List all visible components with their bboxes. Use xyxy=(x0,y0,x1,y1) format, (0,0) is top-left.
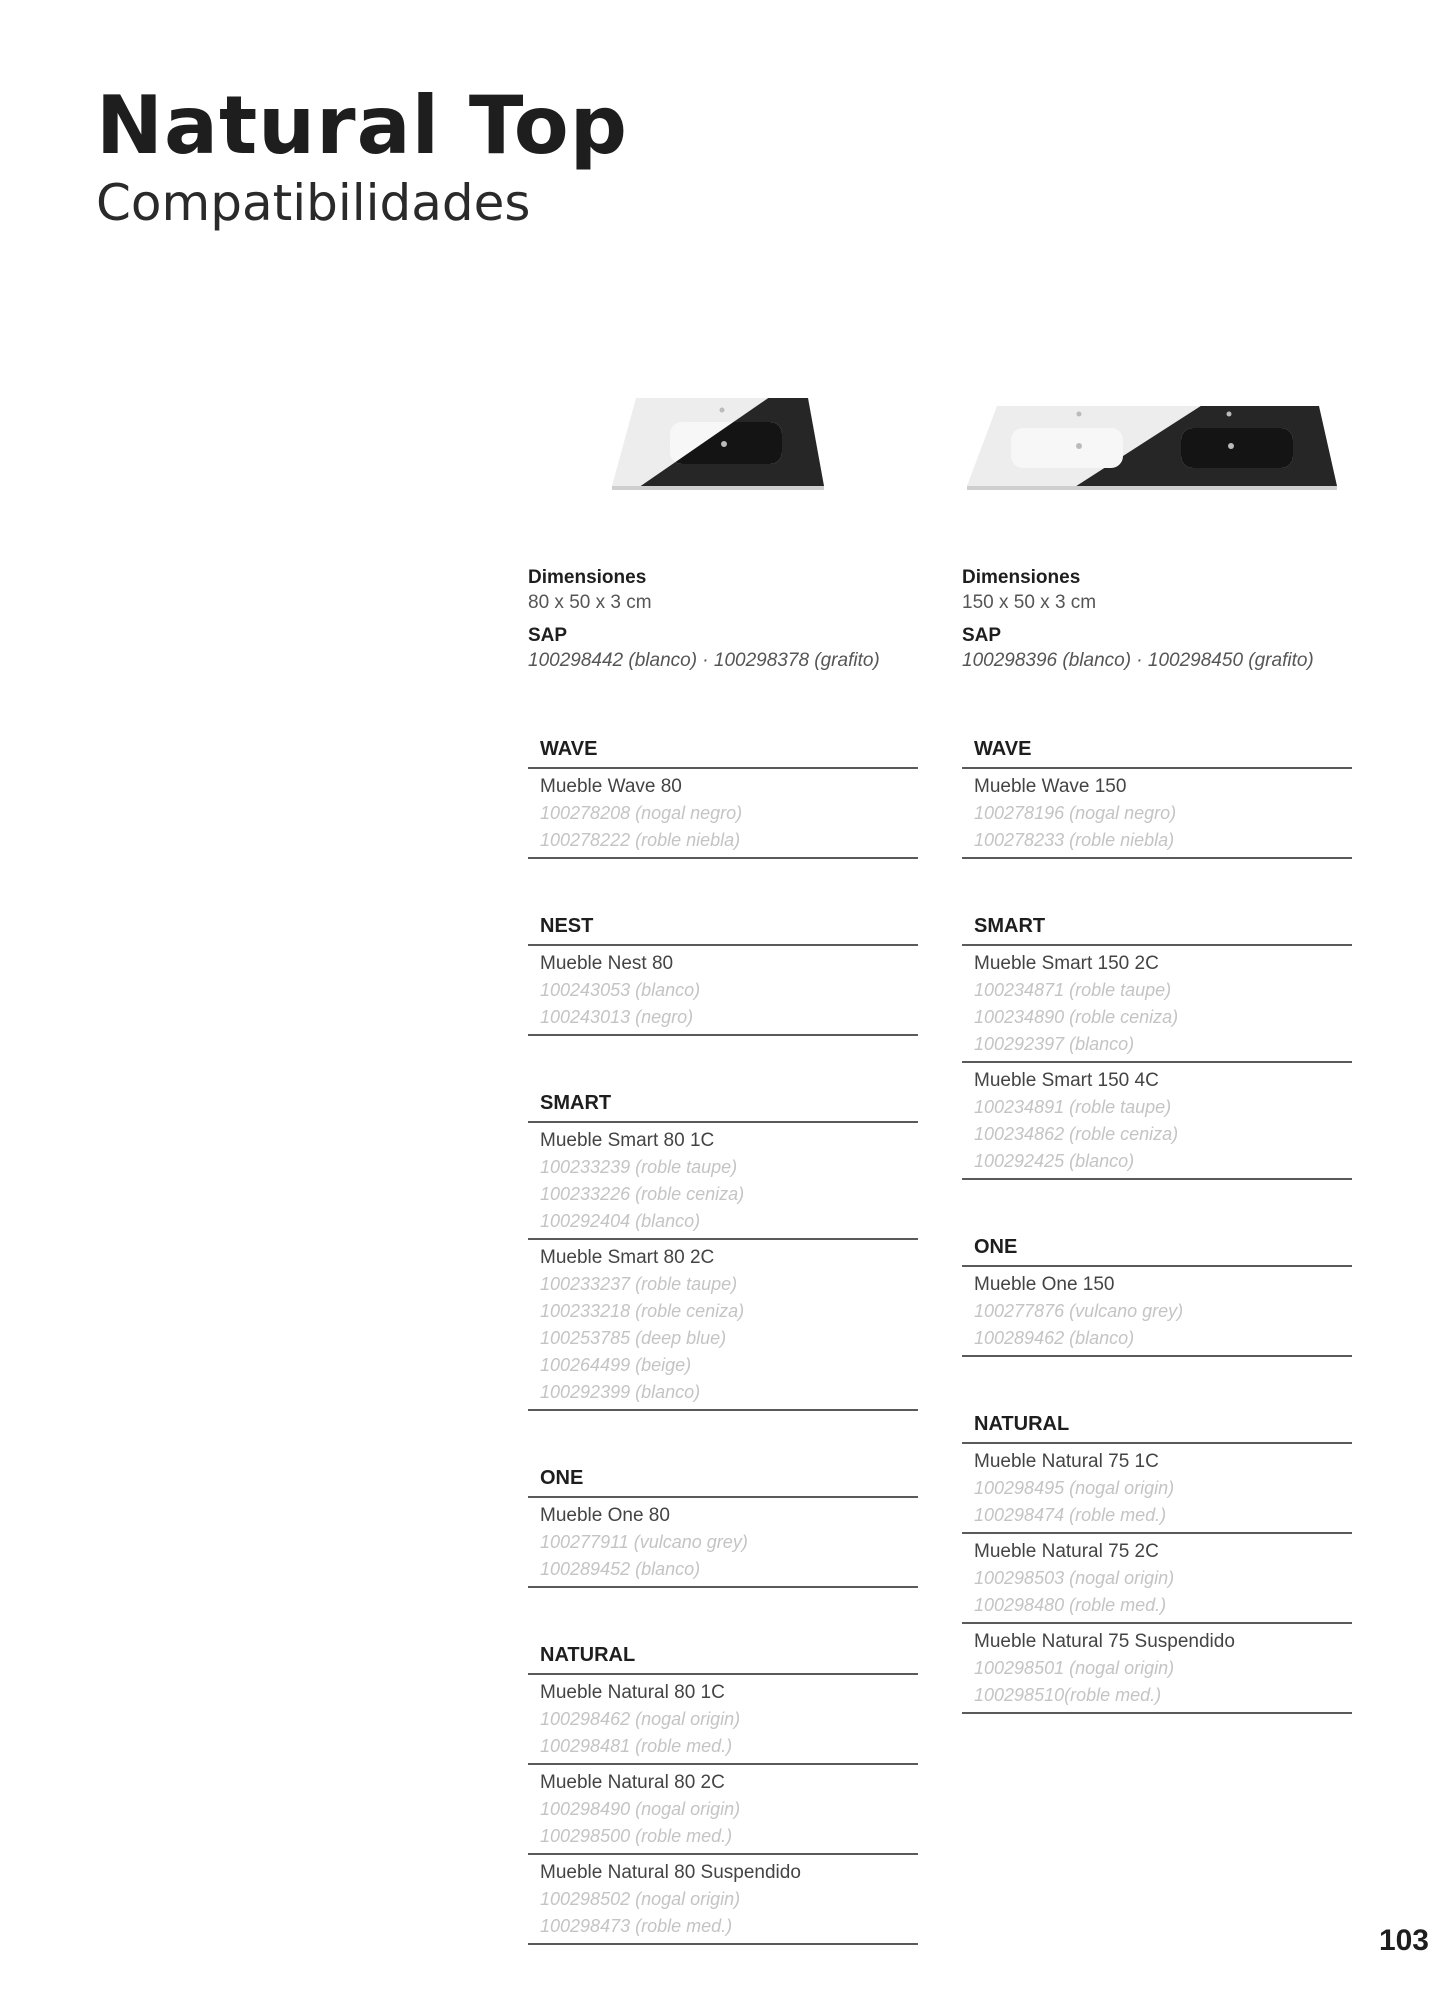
compatibility-column-150 xyxy=(962,736,1352,1768)
series-section xyxy=(528,1090,918,1411)
sap-code: 100292399 (blanco) xyxy=(540,1382,701,1402)
sap-code: 100289452 (blanco) xyxy=(540,1559,701,1579)
furniture-name: Mueble Natural 80 1C xyxy=(540,1682,725,1703)
furniture-item xyxy=(528,946,918,1036)
sap-label: SAP xyxy=(962,625,1002,646)
furniture-item xyxy=(962,946,1352,1063)
sap-code: 100298502 (nogal origin) xyxy=(540,1889,741,1909)
series-section xyxy=(962,1411,1352,1714)
series-heading: NEST xyxy=(528,913,918,946)
series-heading: ONE xyxy=(528,1465,918,1498)
series-heading: ONE xyxy=(962,1234,1352,1267)
product-specs-80 xyxy=(528,566,928,674)
dimensions-value: 80 x 50 x 3 cm xyxy=(528,592,652,613)
sap-code: 100233218 (roble ceniza) xyxy=(540,1301,745,1321)
sap-value: 100298442 (blanco) · 100298378 (grafito) xyxy=(528,650,880,671)
compatibility-column-80 xyxy=(528,736,918,1999)
furniture-name: Mueble Wave 80 xyxy=(540,776,682,797)
series-heading: WAVE xyxy=(962,736,1352,769)
sap-code: 100277911 (vulcano grey) xyxy=(540,1532,748,1552)
sap-code: 100233239 (roble taupe) xyxy=(540,1157,738,1177)
furniture-item xyxy=(528,1498,918,1588)
furniture-name: Mueble One 80 xyxy=(540,1505,670,1526)
dimensions-value: 150 x 50 x 3 cm xyxy=(962,592,1097,613)
furniture-name: Mueble Natural 80 Suspendido xyxy=(540,1862,801,1883)
dimensions-label: Dimensiones xyxy=(962,567,1081,588)
sap-code: 100298490 (nogal origin) xyxy=(540,1799,741,1819)
sap-code: 100298500 (roble med.) xyxy=(540,1826,733,1846)
furniture-item xyxy=(962,1534,1352,1624)
sap-code: 100298474 (roble med.) xyxy=(974,1505,1167,1525)
furniture-name: Mueble Natural 75 1C xyxy=(974,1451,1159,1472)
sap-code: 100253785 (deep blue) xyxy=(540,1328,727,1348)
sap-code: 100234891 (roble taupe) xyxy=(974,1097,1172,1117)
single-basin-countertop-icon xyxy=(612,392,832,492)
sap-code: 100298510(roble med.) xyxy=(974,1685,1162,1705)
furniture-item xyxy=(962,1444,1352,1534)
sap-code: 100278233 (roble niebla) xyxy=(974,830,1175,850)
furniture-name: Mueble Nest 80 xyxy=(540,953,674,974)
furniture-item xyxy=(962,1267,1352,1357)
sap-value: 100298396 (blanco) · 100298450 (grafito) xyxy=(962,650,1314,671)
page-subtitle: Compatibilidades xyxy=(96,174,531,232)
furniture-name: Mueble Smart 80 2C xyxy=(540,1247,715,1268)
sap-code: 100234862 (roble ceniza) xyxy=(974,1124,1179,1144)
sap-code: 100292397 (blanco) xyxy=(974,1034,1135,1054)
series-heading: SMART xyxy=(528,1090,918,1123)
page-number: 103 xyxy=(1378,1924,1429,1957)
sap-code: 100277876 (vulcano grey) xyxy=(974,1301,1184,1321)
series-heading: WAVE xyxy=(528,736,918,769)
furniture-item xyxy=(528,1123,918,1240)
furniture-item xyxy=(962,769,1352,859)
sap-code: 100243053 (blanco) xyxy=(540,980,701,1000)
sap-code: 100278208 (nogal negro) xyxy=(540,803,743,823)
sap-code: 100264499 (beige) xyxy=(540,1355,692,1375)
series-heading: NATURAL xyxy=(962,1411,1352,1444)
sap-code: 100243013 (negro) xyxy=(540,1007,694,1027)
series-section xyxy=(962,1234,1352,1357)
sap-code: 100233226 (roble ceniza) xyxy=(540,1184,745,1204)
sap-code: 100292425 (blanco) xyxy=(974,1151,1135,1171)
sap-code: 100298495 (nogal origin) xyxy=(974,1478,1175,1498)
double-basin-countertop-icon xyxy=(967,402,1339,492)
furniture-name: Mueble Natural 75 2C xyxy=(974,1541,1159,1562)
furniture-item xyxy=(528,769,918,859)
sap-code: 100298462 (nogal origin) xyxy=(540,1709,741,1729)
series-section xyxy=(962,913,1352,1180)
furniture-item xyxy=(528,1675,918,1765)
series-section xyxy=(528,1465,918,1588)
sap-code: 100298503 (nogal origin) xyxy=(974,1568,1175,1588)
series-section xyxy=(528,913,918,1036)
sap-label: SAP xyxy=(528,625,568,646)
series-section xyxy=(528,736,918,859)
sap-code: 100278196 (nogal negro) xyxy=(974,803,1177,823)
sap-code: 100278222 (roble niebla) xyxy=(540,830,741,850)
sap-code: 100234890 (roble ceniza) xyxy=(974,1007,1179,1027)
dimensions-label: Dimensiones xyxy=(528,567,647,588)
series-section xyxy=(528,1642,918,1945)
sap-code: 100234871 (roble taupe) xyxy=(974,980,1172,1000)
furniture-item xyxy=(528,1240,918,1411)
sap-code: 100289462 (blanco) xyxy=(974,1328,1135,1348)
furniture-name: Mueble Smart 80 1C xyxy=(540,1130,715,1151)
series-heading: NATURAL xyxy=(528,1642,918,1675)
sap-code: 100298501 (nogal origin) xyxy=(974,1658,1175,1678)
page-title: Natural Top xyxy=(96,79,629,172)
furniture-name: Mueble One 150 xyxy=(974,1274,1115,1295)
sap-code: 100298480 (roble med.) xyxy=(974,1595,1167,1615)
furniture-name: Mueble Smart 150 2C xyxy=(974,953,1159,974)
furniture-item xyxy=(962,1624,1352,1714)
furniture-name: Mueble Smart 150 4C xyxy=(974,1070,1159,1091)
series-section xyxy=(962,736,1352,859)
furniture-name: Mueble Natural 80 2C xyxy=(540,1772,725,1793)
furniture-name: Mueble Natural 75 Suspendido xyxy=(974,1631,1235,1652)
furniture-name: Mueble Wave 150 xyxy=(974,776,1127,797)
sap-code: 100292404 (blanco) xyxy=(540,1211,701,1231)
product-specs-150 xyxy=(962,566,1362,674)
product-image-80 xyxy=(612,392,832,492)
furniture-item xyxy=(962,1063,1352,1180)
sap-code: 100233237 (roble taupe) xyxy=(540,1274,738,1294)
sap-code: 100298473 (roble med.) xyxy=(540,1916,733,1936)
furniture-item xyxy=(528,1765,918,1855)
furniture-item xyxy=(528,1855,918,1945)
series-heading: SMART xyxy=(962,913,1352,946)
product-image-150 xyxy=(967,402,1339,492)
sap-code: 100298481 (roble med.) xyxy=(540,1736,733,1756)
